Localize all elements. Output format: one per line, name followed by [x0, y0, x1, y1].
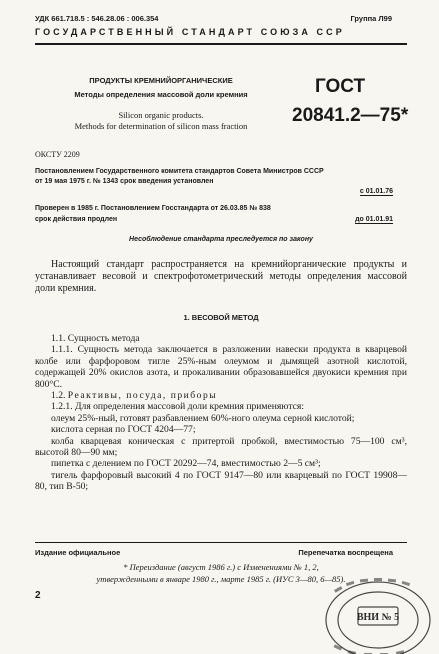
header-divider: [35, 43, 407, 45]
list-item-flask: колба кварцевая коническая с притертой пробкой, вместимостью 75—100 см³, высотой 80—90 мм;: [35, 435, 407, 459]
gost-number: 20841.2—75*: [292, 105, 409, 126]
noncompliance-notice: Несоблюдение стандарта преследуется по закону: [129, 236, 313, 243]
para-1-1: 1.1. Сущность метода: [51, 333, 140, 344]
reprint-prohibited-label: Перепечатка воспрещена: [298, 548, 393, 557]
list-item-acid: кислота серная по ГОСТ 4204—77;: [51, 424, 196, 436]
validity-date: до 01.01.91: [355, 216, 393, 223]
intro-paragraph: Настоящий стандарт распространяется на кремнийорганические продукты и устанавливает весовой и спектрофотометрический методы определения массовой доли кремния.: [35, 259, 407, 294]
okstu-code: ОКСТУ 2209: [35, 150, 80, 159]
review-line2: срок действия продлен: [35, 216, 118, 223]
effective-date: с 01.01.76: [359, 188, 393, 195]
para-1-2: [35, 390, 407, 401]
decree-line1: Постановлением Государственного комитета стандартов Совета Министров СССР: [35, 168, 324, 175]
section-body: [35, 333, 407, 493]
official-edition-label: Издание официальное: [35, 548, 121, 557]
list-item-crucible: тигель фарфоровый высокий 4 по ГОСТ 9147—80 или кварцевый по ГОСТ 19908—80, тип В-50;: [35, 469, 407, 493]
footnote-line2: утвержденными в январе 1980 г., марте 1985 г. (ИУС 3—80, 6—85).: [96, 574, 346, 584]
para-1-2-number: 1.2.: [51, 390, 66, 402]
udk-code: УДК 661.718.5 : 546.28.06 : 006.354: [35, 14, 159, 23]
footnote-line1: * Переиздание (август 1986 г.) с Изменениями № 1, 2,: [123, 562, 319, 572]
list-item-oleum: олеум 25%-ный, готовят разбавлением 60%-ного олеума серной кислотой;: [51, 412, 355, 424]
para-1-2-title: Реактивы, посуда, приборы: [67, 390, 218, 402]
review-line1: Проверен в 1985 г. Постановлением Госстандарта от 26.03.85 № 838: [35, 205, 271, 212]
list-item-pipette: пипетка с делением по ГОСТ 20292—74, вместимостью 2—5 см³;: [51, 458, 321, 470]
page-number: 2: [35, 590, 41, 601]
gost-label: ГОСТ: [315, 76, 366, 97]
footer-divider: [35, 542, 407, 543]
library-stamp: [316, 572, 434, 654]
para-1-1-1: 1.1.1. Сущность метода заключается в разложении навески продукта в кварцевой колбе или фарфоровом тигле 25%-ным олеумом и дымящей азотной кислотой, содержащей 20% окислов азота, и прокаливании образовавшейся двуокиси кремния при 800°С.: [35, 344, 407, 390]
standard-banner: ГОСУДАРСТВЕННЫЙ СТАНДАРТ СОЮЗА ССР: [35, 27, 345, 37]
para-1-2-1: 1.2.1. Для определения массовой доли кремния применяются:: [51, 401, 304, 413]
group-code: Группа Л99: [350, 14, 392, 23]
title-en-line2: Methods for determination of silicon mass fraction: [74, 121, 248, 131]
title-en-line1: Silicon organic products.: [118, 110, 204, 120]
title-ru-line2: Методы определения массовой доли кремния: [74, 90, 248, 99]
title-ru-line1: ПРОДУКТЫ КРЕМНИЙОРГАНИЧЕСКИЕ: [89, 76, 233, 85]
decree-line2: от 19 мая 1975 г. № 1343 срок введения установлен: [35, 178, 214, 185]
stamp-text: ВНИ № 5: [356, 612, 400, 623]
section-heading: 1. ВЕСОВОЙ МЕТОД: [183, 313, 259, 322]
